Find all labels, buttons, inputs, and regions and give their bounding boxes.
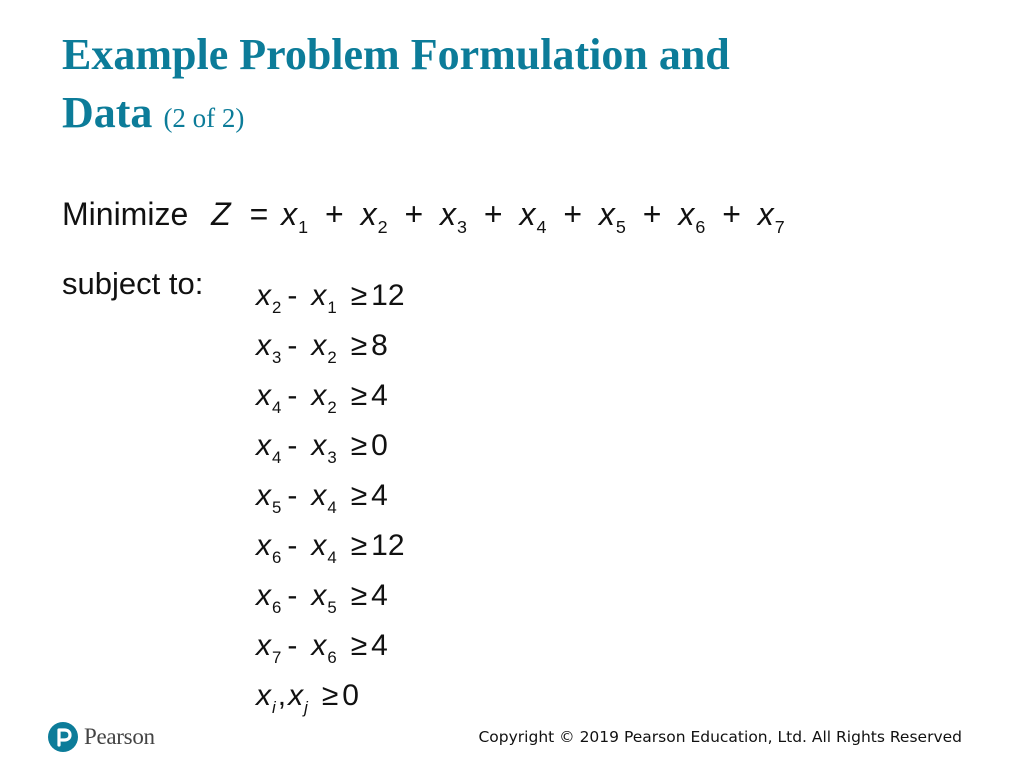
constraint-var-a: $x_4$ (256, 379, 282, 417)
constraint-minus: - (287, 629, 298, 662)
constraint-index-b: 3 (327, 447, 337, 467)
slide-title (62, 26, 962, 147)
objective-term (757, 196, 785, 238)
objective-plus: + (642, 196, 662, 232)
constraint-var-a: $x_2$ (256, 279, 282, 317)
constraint-row (256, 374, 405, 424)
constraint-relation: ≥ (350, 479, 368, 512)
pearson-wordmark: Pearson (84, 724, 155, 749)
constraint-var-b: $x_2$ (311, 379, 337, 417)
objective-function (62, 192, 785, 240)
objective-term-var: x (519, 196, 536, 232)
objective-term-index: 2 (377, 217, 388, 238)
constraint-index-a: 4 (272, 397, 282, 417)
nonneg-rhs: 0 (342, 679, 359, 712)
constraint-index-b: 6 (327, 647, 337, 667)
title-page-indicator: (2 of 2) (163, 103, 245, 133)
objective-label: Minimize (62, 196, 189, 232)
constraint-minus: - (287, 279, 298, 312)
objective-plus: + (483, 196, 503, 232)
constraint-list (256, 274, 405, 724)
objective-term-var: x (281, 196, 298, 232)
constraint-rhs: 4 (371, 629, 388, 662)
constraint-var-b: $x_4$ (311, 479, 337, 517)
constraint-index-a: 6 (272, 547, 282, 567)
constraint-var-a: $x_6$ (256, 529, 282, 567)
constraint-minus: - (287, 429, 298, 462)
objective-term-index: 3 (457, 217, 467, 238)
constraint-rhs: 4 (371, 379, 388, 412)
objective-term-index: 5 (615, 217, 626, 238)
objective-term-var: x (678, 196, 695, 232)
constraint-relation: ≥ (350, 379, 368, 412)
pearson-p-icon (48, 722, 78, 752)
constraint-index-a: 2 (272, 297, 282, 317)
constraint-index-b: 1 (327, 297, 337, 317)
objective-term (440, 196, 467, 238)
nonneg-relation: ≥ (321, 679, 339, 712)
constraint-relation: ≥ (350, 429, 368, 462)
constraint-relation: ≥ (350, 579, 368, 612)
constraint-rhs: 12 (371, 529, 405, 562)
constraint-index-a: 7 (272, 647, 282, 667)
copyright-notice: Copyright © 2019 Pearson Education, Ltd. All Rights Reserved (478, 728, 962, 746)
objective-lhs: Z (211, 196, 231, 232)
constraint-relation: ≥ (350, 629, 368, 662)
constraint-minus: - (287, 479, 298, 512)
constraint-index-b: 5 (327, 597, 337, 617)
constraint-var-a: $x_6$ (256, 579, 282, 617)
nonneg-index-i: i (272, 697, 276, 717)
objective-term (598, 196, 626, 238)
constraint-var-b: $x_6$ (311, 629, 337, 667)
objective-plus: + (563, 196, 582, 232)
title-line-2 (62, 84, 962, 147)
constraint-index-b: 2 (327, 397, 337, 417)
title-line-1: Example Problem Formulation and (62, 30, 730, 79)
objective-plus: + (404, 196, 424, 232)
title-line-2-text: Data (62, 88, 153, 137)
objective-term-index: 7 (774, 217, 785, 238)
constraint-rhs: 8 (371, 329, 388, 362)
objective-term (281, 196, 309, 238)
constraint-index-b: 4 (327, 497, 337, 517)
constraint-row (256, 524, 405, 574)
constraint-rhs: 4 (371, 479, 388, 512)
constraint-row (256, 574, 405, 624)
constraint-row (256, 624, 405, 674)
nonneg-index-j: j (304, 697, 308, 717)
objective-plus: + (722, 196, 741, 232)
constraint-row (256, 424, 405, 474)
constraint-relation: ≥ (350, 529, 368, 562)
objective-term-index: 6 (695, 217, 706, 238)
constraint-var-a: $x_3$ (256, 329, 282, 367)
objective-equals: = (249, 196, 269, 232)
nonneg-var-j: $x_j$ (288, 679, 308, 717)
constraint-rhs: 12 (371, 279, 405, 312)
objective-term-var: x (360, 196, 377, 232)
constraint-var-b: $x_5$ (311, 579, 337, 617)
constraint-minus: - (287, 329, 298, 362)
constraint-var-a: $x_5$ (256, 479, 282, 517)
objective-plus: + (325, 196, 344, 232)
constraint-index-a: 5 (272, 497, 282, 517)
objective-term-var: x (440, 196, 457, 232)
constraint-relation: ≥ (350, 279, 368, 312)
objective-term-index: 1 (298, 217, 309, 238)
constraint-var-b: $x_3$ (311, 429, 337, 467)
constraint-rhs: 0 (371, 429, 388, 462)
constraint-var-b: $x_2$ (311, 329, 337, 367)
objective-term-var: x (598, 196, 615, 232)
constraint-index-b: 4 (327, 547, 337, 567)
objective-term (360, 196, 388, 238)
subject-to-label: subject to: (62, 266, 204, 301)
constraint-row (256, 474, 405, 524)
objective-term-index: 4 (536, 217, 547, 238)
constraint-rhs: 4 (371, 579, 388, 612)
objective-term (519, 196, 547, 238)
constraint-index-b: 2 (327, 347, 337, 367)
objective-term-var: x (757, 196, 774, 232)
constraint-minus: - (287, 379, 298, 412)
pearson-logo (48, 720, 155, 754)
objective-term (678, 196, 706, 238)
constraint-relation: ≥ (350, 329, 368, 362)
constraint-minus: - (287, 579, 298, 612)
constraint-index-a: 4 (272, 447, 282, 467)
constraint-row (256, 324, 405, 374)
constraint-var-a: $x_4$ (256, 429, 282, 467)
constraint-var-b: $x_4$ (311, 529, 337, 567)
constraint-var-b: $x_1$ (311, 279, 337, 317)
nonneg-comma: , (277, 679, 287, 712)
nonneg-var-i: $x_i$ (256, 679, 276, 717)
constraint-row (256, 274, 405, 324)
nonnegativity-constraint (256, 674, 405, 724)
constraint-var-a: $x_7$ (256, 629, 282, 667)
constraint-minus: - (287, 529, 298, 562)
constraint-index-a: 3 (272, 347, 282, 367)
constraint-index-a: 6 (272, 597, 282, 617)
